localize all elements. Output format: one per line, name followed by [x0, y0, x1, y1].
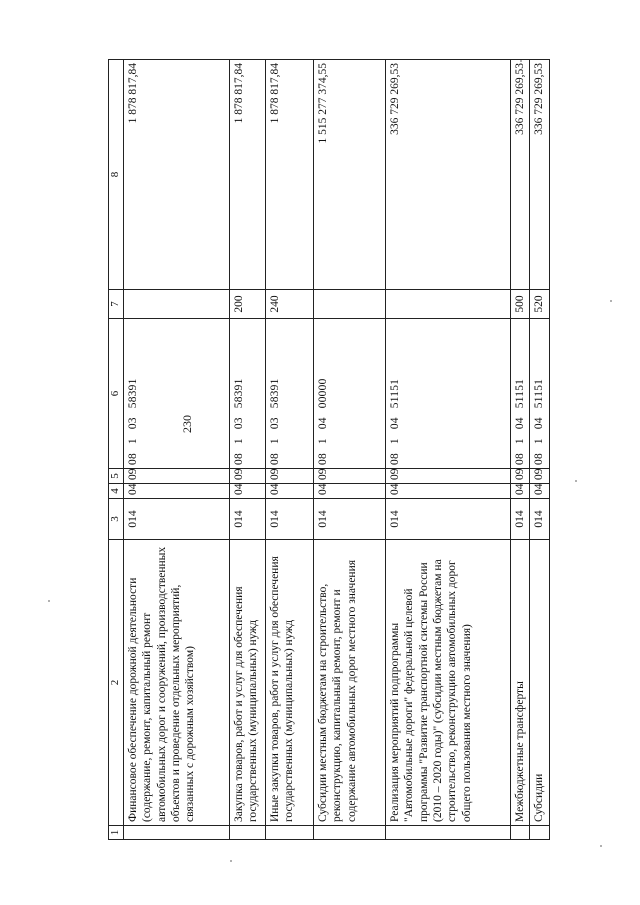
page-number-text: 230	[180, 415, 194, 433]
subsection-code: 09	[123, 469, 229, 484]
amount: 1 878 817,84	[123, 60, 229, 290]
ministry-code: 014	[313, 499, 385, 540]
section-code: 04	[530, 484, 549, 499]
section-code: 04	[265, 484, 313, 499]
amount: 336 729 269,53	[530, 60, 549, 290]
section-code: 04	[313, 484, 385, 499]
col-header-4: 4	[109, 484, 124, 499]
expense-type-code: 520	[530, 290, 549, 319]
col-header-8: 8	[109, 60, 124, 290]
scan-speck	[520, 60, 522, 62]
target-subprogram: 1	[316, 438, 329, 445]
target-direction: 58391	[268, 378, 281, 409]
scan-speck	[48, 600, 50, 602]
target-code	[510, 319, 529, 469]
subsection-code: 09	[313, 469, 385, 484]
row-name: Закупка товаров, работ и услуг для обеспечения государственных (муниципальных) нужд	[229, 540, 265, 826]
table-row	[385, 60, 510, 840]
target-code	[265, 319, 313, 469]
expense-type-code: 200	[229, 290, 265, 319]
subsection-code: 09	[229, 469, 265, 484]
target-code	[229, 319, 265, 469]
target-subprogram: 1	[268, 438, 281, 445]
table-row	[123, 60, 229, 840]
target-activity: 04	[513, 417, 526, 430]
amount: 1 515 277 374,55	[313, 60, 385, 290]
header-row	[109, 60, 124, 840]
table-row	[313, 60, 385, 840]
target-direction: 58391	[126, 378, 139, 409]
rotated-table-container	[92, 60, 546, 840]
table-row	[510, 60, 529, 840]
scan-speck	[600, 845, 602, 847]
section-code: 04	[510, 484, 529, 499]
col-header-7: 7	[109, 290, 124, 319]
target-subprogram: 1	[232, 438, 245, 445]
section-code: 04	[385, 484, 510, 499]
target-direction: 51151	[388, 378, 401, 409]
section-code: 04	[229, 484, 265, 499]
expense-type-code	[123, 290, 229, 319]
col-header-3: 3	[109, 499, 124, 540]
col-header-6: 6	[109, 319, 124, 469]
target-activity: 03	[232, 417, 245, 430]
subsection-code: 09	[510, 469, 529, 484]
ministry-code: 014	[229, 499, 265, 540]
expense-type-code	[385, 290, 510, 319]
target-activity: 04	[388, 417, 401, 430]
target-program: 08	[388, 453, 401, 465]
ministry-code: 014	[510, 499, 529, 540]
scan-speck	[610, 300, 612, 302]
ministry-code: 014	[385, 499, 510, 540]
col-header-1: 1	[109, 826, 124, 840]
amount: 1 878 817,84	[229, 60, 265, 290]
target-subprogram: 1	[126, 438, 139, 445]
table-row	[530, 60, 549, 840]
row-name: Реализация мероприятий подпрограммы "Автомобильные дороги" федеральной целевой программы "Развитие транспортной системы России (2010 – 2020 годы)" (субсидии местным бюджетам на строительство, реконструкцию автомобильных дорог общего пользования местного значения)	[385, 540, 510, 826]
row-name: Финансовое обеспечение дорожной деятельности (содержание, ремонт, капитальный ремонт автомобильных дорог и сооружений, производственных объектов и проведение отдельных мероприятий, связанных с дорожным хозяйством)	[123, 540, 229, 826]
table-row	[229, 60, 265, 840]
amount: 1 878 817,84	[265, 60, 313, 290]
expense-type-code: 500	[510, 290, 529, 319]
target-program: 08	[316, 453, 329, 465]
table-row	[265, 60, 313, 840]
target-subprogram: 1	[533, 438, 546, 445]
target-program: 08	[126, 453, 139, 465]
col-header-5: 5	[109, 469, 124, 484]
target-activity: 04	[533, 417, 546, 430]
target-direction: 51151	[533, 378, 546, 409]
budget-table	[108, 59, 550, 840]
row-name: Субсидии местным бюджетам на строительство, реконструкцию, капитальный ремонт, ремонт и содержание автомобильных дорог местного значения	[313, 540, 385, 826]
row-index-cell	[530, 826, 549, 840]
row-index-cell	[123, 826, 229, 840]
target-code	[385, 319, 510, 469]
ministry-code: 014	[123, 499, 229, 540]
row-index-cell	[385, 826, 510, 840]
target-activity: 03	[126, 417, 139, 430]
row-index-cell	[229, 826, 265, 840]
subsection-code: 09	[265, 469, 313, 484]
target-subprogram: 1	[513, 438, 526, 445]
target-direction: 51151	[513, 378, 526, 409]
subsection-code: 09	[530, 469, 549, 484]
target-program: 08	[513, 453, 526, 465]
ministry-code: 014	[265, 499, 313, 540]
row-name: Субсидии	[530, 540, 549, 826]
row-name: Иные закупки товаров, работ и услуг для обеспечения государственных (муниципальных) нужд	[265, 540, 313, 826]
target-subprogram: 1	[388, 438, 401, 445]
target-program: 08	[268, 453, 281, 465]
amount: 336 729 269,53	[385, 60, 510, 290]
target-code	[530, 319, 549, 469]
target-code	[123, 319, 229, 469]
expense-type-code	[313, 290, 385, 319]
amount: 336 729 269,53	[510, 60, 529, 290]
target-direction: 00000	[316, 378, 329, 409]
scan-speck	[230, 860, 232, 862]
target-activity: 04	[316, 417, 329, 430]
target-code	[313, 319, 385, 469]
expense-type-code: 240	[265, 290, 313, 319]
target-direction: 58391	[232, 378, 245, 409]
scan-speck	[575, 480, 577, 482]
target-program: 08	[232, 453, 245, 465]
ministry-code: 014	[530, 499, 549, 540]
row-index-cell	[510, 826, 529, 840]
row-index-cell	[265, 826, 313, 840]
col-header-2: 2	[109, 540, 124, 826]
row-index-cell	[313, 826, 385, 840]
section-code: 04	[123, 484, 229, 499]
row-name: Межбюджетные трансферты	[510, 540, 529, 826]
target-program: 08	[533, 453, 546, 465]
target-activity: 03	[268, 417, 281, 430]
subsection-code: 09	[385, 469, 510, 484]
